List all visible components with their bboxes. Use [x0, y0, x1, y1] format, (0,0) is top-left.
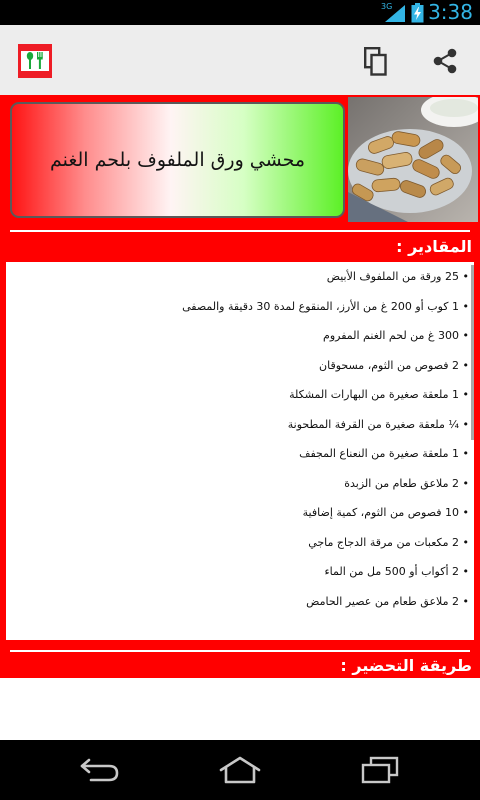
navigation-bar — [0, 740, 480, 800]
home-icon — [218, 756, 262, 784]
stuffed-cabbage-rolls-photo — [348, 97, 478, 222]
share-button[interactable] — [428, 42, 462, 80]
copy-button[interactable] — [358, 42, 392, 80]
ingredient-item: • 300 غ من لحم الغنم المفروم — [6, 321, 474, 351]
signal-icon — [385, 5, 405, 22]
network-type-label: 3G — [381, 2, 393, 11]
copy-icon — [364, 47, 387, 76]
ingredient-item: • 25 ورقة من الملفوف الأبيض — [6, 262, 474, 292]
ingredient-item: • ¼ ملعقة صغيرة من القرفة المطحونة — [6, 410, 474, 440]
back-button[interactable] — [68, 750, 132, 790]
recipe-photo — [348, 97, 478, 222]
ingredient-item: • 1 ملعقة صغيرة من النعناع المجفف — [6, 439, 474, 469]
ingredient-item: • 10 فصوص من الثوم، كمية إضافية — [6, 498, 474, 528]
preparation-body[interactable] — [0, 678, 480, 740]
ingredient-item: • 2 أكواب أو 500 مل من الماء — [6, 557, 474, 587]
clock: 3:38 — [428, 0, 473, 24]
ingredients-scrollbar[interactable] — [471, 265, 474, 440]
action-bar — [0, 25, 480, 95]
recipe-title-card — [10, 102, 345, 218]
ingredient-item: • 1 ملعقة صغيرة من البهارات المشكلة — [6, 380, 474, 410]
ingredient-item: • 2 فصوص من الثوم، مسحوقان — [6, 351, 474, 381]
status-bar — [0, 0, 480, 25]
ingredients-panel[interactable] — [6, 262, 474, 640]
lebanon-flag-cutlery-icon[interactable] — [18, 44, 52, 78]
recipe-content — [0, 95, 480, 740]
recents-button[interactable] — [348, 750, 412, 790]
recipe-title: محشي ورق الملفوف بلحم الغنم — [49, 149, 306, 171]
preparation-heading: طريقة التحضير : — [340, 656, 472, 675]
ingredients-heading: المقادير : — [396, 237, 472, 256]
ingredients-list — [6, 262, 474, 616]
ingredient-item: • 2 ملاعق طعام من عصير الحامض — [6, 587, 474, 617]
ingredient-item: • 2 ملاعق طعام من الزبدة — [6, 469, 474, 499]
ingredient-item: • 2 مكعبات من مرقة الدجاج ماجي — [6, 528, 474, 558]
ingredient-item: • 1 كوب أو 200 غ من الأرز، المنقوع لمدة 30 دقيقة والمصفى — [6, 292, 474, 322]
home-button[interactable] — [208, 750, 272, 790]
share-icon — [433, 48, 457, 74]
battery-charging-icon — [411, 3, 424, 23]
section-divider — [10, 230, 470, 232]
back-icon — [79, 757, 121, 783]
recents-icon — [360, 756, 400, 784]
section-divider — [10, 650, 470, 652]
